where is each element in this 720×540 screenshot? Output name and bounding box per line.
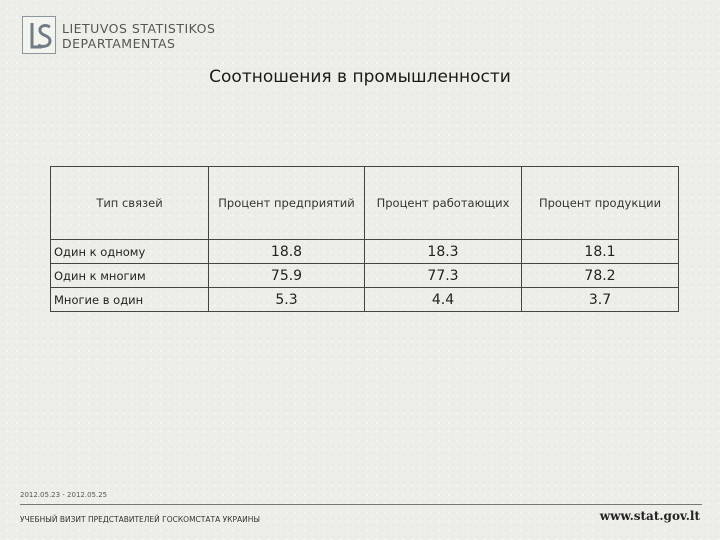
cell-value: 4.4 xyxy=(365,288,522,312)
logo-line-2: DEPARTAMENTAS xyxy=(62,36,176,51)
cell-value: 18.3 xyxy=(365,240,522,264)
header-enterprises-pct: Процент предприятий xyxy=(209,167,365,240)
cell-value: 75.9 xyxy=(209,264,365,288)
cell-value: 3.7 xyxy=(522,288,679,312)
table-row xyxy=(51,288,679,312)
cell-value: 78.2 xyxy=(522,264,679,288)
header-employees-pct: Процент работающих xyxy=(365,167,522,240)
cell-value: 77.3 xyxy=(365,264,522,288)
footer-website-link[interactable]: www.stat.gov.lt xyxy=(599,509,700,523)
logo-line-1: LIETUVOS STATISTIKOS xyxy=(62,21,216,36)
footer-divider xyxy=(20,504,702,505)
row-label: Один к одному xyxy=(51,240,209,264)
logo xyxy=(22,16,242,56)
page-title: Соотношения в промышленности xyxy=(209,67,511,87)
row-label: Многие в один xyxy=(51,288,209,312)
table-row xyxy=(51,240,679,264)
table-row xyxy=(51,264,679,288)
data-table xyxy=(50,166,679,312)
header-output-pct: Процент продукции xyxy=(522,167,679,240)
cell-value: 18.8 xyxy=(209,240,365,264)
row-label: Один к многим xyxy=(51,264,209,288)
footer-date: 2012.05.23 - 2012.05.25 xyxy=(20,491,108,499)
cell-value: 18.1 xyxy=(522,240,679,264)
logo-mark-icon xyxy=(22,16,56,54)
header-link-type: Тип связей xyxy=(51,167,209,240)
footer-visit-caption: УЧЕБНЫЙ ВИЗИТ ПРЕДСТАВИТЕЛЕЙ ГОСКОМСТАТА УКРАИНЫ xyxy=(20,515,261,524)
cell-value: 5.3 xyxy=(209,288,365,312)
logo-text xyxy=(62,21,215,51)
table-header-row xyxy=(51,167,679,240)
